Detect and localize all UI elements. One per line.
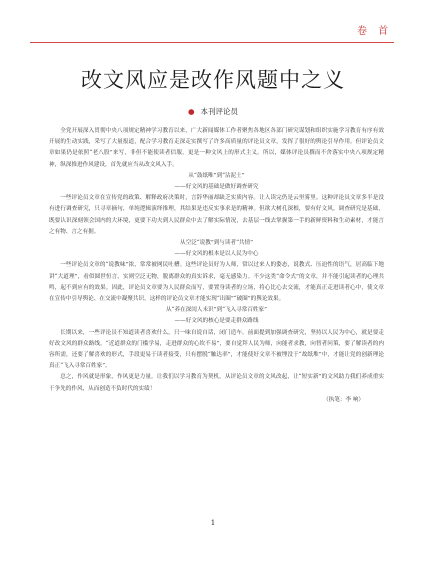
- section-heading: 从空泛“说教”到与读者“共情”: [180, 240, 253, 247]
- paragraph: 长期以来，一些评论员不知道读者喜欢什么，只一味自说自话，闭门造车。前面提到加强调查研究，坚持以人民为中心，就是要走好改文风的群众路线。“近道群众的门槛学易，走进群众的心坎不易”，要自觉拜人民为师，向能者求教，向智者问策，要了解读者的内容所需，还要了解喜欢的形式，手段更易于读者接受，只有摆脱“触达率”，才能使好文章不被埋没于“故纸堆”中，才能让党的创新理论真正“飞入寻常百姓家”。: [49, 329, 384, 370]
- section-subheading: ——好文风的根本是以人民为中心: [174, 251, 259, 258]
- article-title: 改文风应是改作风题中之义: [81, 68, 345, 92]
- section-heading: 从“鼓纸唯”到“沾泥土”: [188, 172, 245, 179]
- article-author: [0, 106, 426, 117]
- article-body: [49, 126, 384, 406]
- paragraph: 一些评论员文章的“说教味”浓，常常被网民吐槽。这些评论员好为人师，常以过来人的姿态，说教式、压迫性的语气，居高临下地讲“大道理”，看似圆世恒言，实则空泛无物，脱离群众的真实诉求，毫无感染力。不少这类“命令式”的文章，并不能引起读者的心理共鸣，起不到应有的效果。因此，评论员文章要为人民群众而写，要置身读者的立场，将心比心去交流，才能真正走进读者心中，使文章在宣传中引导舆论、在交流中凝聚共识。这样的评论员文章才能实现“出圈”“破圈”的舆论效果。: [49, 262, 384, 303]
- header-rule: [30, 42, 394, 43]
- paragraph: 全党开展深入贯彻中央八项规定精神学习教育以来，广大新闻媒体工作者聚焦各地区各部门研究谋划和组织实施学习教育有序有效开展的生动实践，采写了大量报道，配合学习教育走深走实撰写了许多高质量的评论员文章，发挥了很好的舆论引导作用。但评论员文章如果仍是依照“老八股”来写，非但不能使读者信服，更是一种文风上的形式主义。所以，媒体评论员撰而不舍落实中央八项规定精神，纵深推进作风建设，首先就应当从改文风入手。: [49, 128, 384, 168]
- paragraph: 总之，作风就是形象，作风更是力量。让我们以学习教育为契机，从评论员文章的文风改起，让“短实新”的文风助力我们养成重实干争先的作风，从而创造不负时代的实绩！: [49, 374, 384, 392]
- page-number: 1: [210, 519, 216, 527]
- section-subheading: ——好文风的基础是做好调查研究: [174, 184, 259, 191]
- paragraph: 一些评论员文章在宣传党的政策、解释政府决策时，言辞华丽却缺乏实质内容。让人读完仍是云里雾里。这种评论员文章多半是没有进行调查研究，只寻章摘句，单纯逻辑演绎推理，其结果是违反实事求是的精神。但欲大树孔深根，要有好文风，调查研究是基础，既要认识深刻领会国内的大环境，更要下功夫到人民群众中去了解实际情况，去基层一线去掌握第一手的新鲜资料和生动素材，才能言之有物、言之有据。: [49, 195, 384, 235]
- bullet-icon: ●: [187, 107, 195, 116]
- author-name: 本刊评论员: [200, 107, 239, 116]
- signature: （执笔：李 响）: [323, 396, 364, 403]
- section-tag: 卷 首: [357, 26, 393, 37]
- section-subheading: ——好文风的核心是要走群众路线: [174, 318, 259, 325]
- section-heading: 从“养在深闺人未识”到“飞入寻常百姓家”: [166, 307, 267, 314]
